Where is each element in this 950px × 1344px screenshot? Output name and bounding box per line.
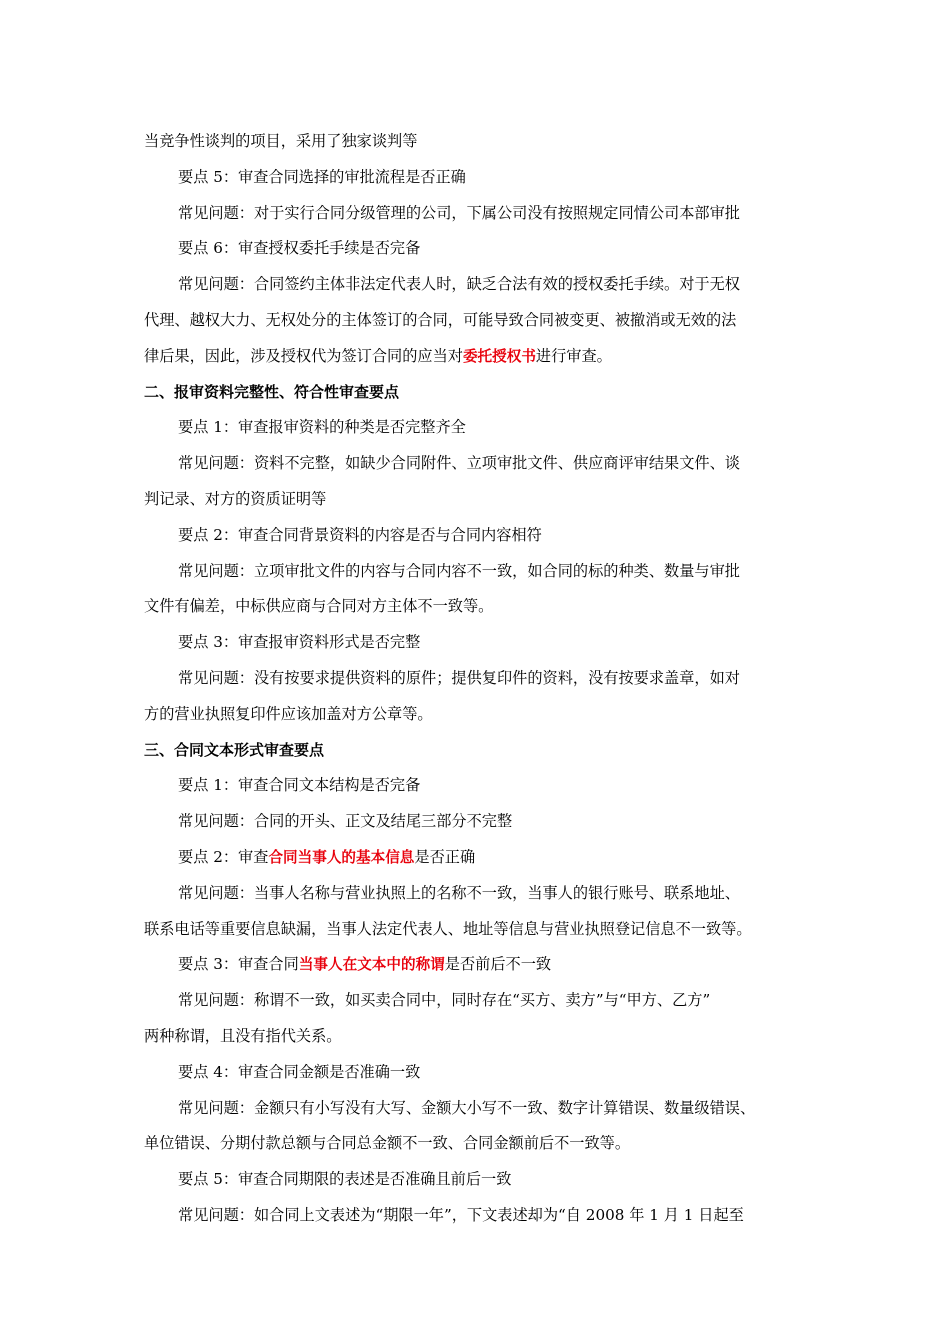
highlighted-term: 当事人在文本中的称谓 <box>298 956 445 974</box>
paragraph-line: 常见问题：金额只有小写没有大写、金额大小写不一致、数字计算错误、数量级错误、 <box>178 1098 756 1117</box>
paragraph-line: 两种称谓，且没有指代关系。 <box>144 1026 342 1045</box>
paragraph-line: 要点 2：审查合同背景资料的内容是否与合同内容相符 <box>178 525 542 544</box>
paragraph-line: 常见问题：当事人名称与营业执照上的名称不一致，当事人的银行账号、联系地址、 <box>178 883 740 902</box>
paragraph-line: 要点 5：审查合同期限的表述是否准确且前后一致 <box>178 1170 512 1189</box>
paragraph-line: 方的营业执照复印件应该加盖对方公章等。 <box>144 704 433 723</box>
paragraph-line: 常见问题：合同的开头、正文及结尾三部分不完整 <box>178 812 513 831</box>
paragraph-line: 要点 6：审查授权委托手续是否完备 <box>178 239 421 258</box>
paragraph-line: 文件有偏差，中标供应商与合同对方主体不一致等。 <box>144 597 494 616</box>
paragraph-line: 代理、越权大力、无权处分的主体签订的合同，可能导致合同被变更、被撤消或无效的法 <box>144 310 737 329</box>
paragraph-line: 要点 1：审查合同文本结构是否完备 <box>178 776 421 795</box>
highlighted-term: 合同当事人的基本信息 <box>268 848 415 866</box>
line-text: 要点 2：审查 <box>178 847 269 866</box>
paragraph-line <box>144 947 824 983</box>
paragraph-line: 要点 1：审查报审资料的种类是否完整齐全 <box>178 418 466 437</box>
line-text: 要点 3：审查合同 <box>178 955 299 974</box>
paragraph-line: 常见问题：立项审批文件的内容与合同内容不一致，如合同的标的种类、数量与审批 <box>178 561 740 580</box>
paragraph-line: 当竞争性谈判的项目，采用了独家谈判等 <box>144 132 418 150</box>
paragraph-line: 常见问题：没有按要求提供资料的原件；提供复印件的资料，没有按要求盖章，如对 <box>178 668 740 687</box>
paragraph-line: 常见问题：对于实行合同分级管理的公司，下属公司没有按照规定同情公司本部审批 <box>178 203 740 222</box>
section-heading: 二、报审资料完整性、符合性审查要点 <box>144 382 400 401</box>
paragraph-line: 常见问题：资料不完整，如缺少合同附件、立项审批文件、供应商评审结果文件、谈 <box>178 454 740 473</box>
paragraph-line: 联系电话等重要信息缺漏，当事人法定代表人、地址等信息与营业执照登记信息不一致等。 <box>144 919 752 938</box>
paragraph-line: 常见问题：如合同上文表述为“期限一年”，下文表述却为“自 2008 年 1 月 1 日起至 <box>178 1205 744 1224</box>
line-text: 是否正确 <box>414 847 476 866</box>
paragraph-line <box>144 339 824 375</box>
paragraph-line: 要点 3：审查报审资料形式是否完整 <box>178 633 421 652</box>
paragraph-line: 要点 5：审查合同选择的审批流程是否正确 <box>178 167 466 186</box>
line-text: 进行审查。 <box>535 346 612 365</box>
highlighted-term: 委托授权书 <box>462 347 536 365</box>
paragraph-line: 常见问题：合同签约主体非法定代表人时，缺乏合法有效的授权委托手续。对于无权 <box>178 275 740 294</box>
paragraph-line: 要点 4：审查合同金额是否准确一致 <box>178 1062 421 1081</box>
line-text: 是否前后不一致 <box>444 955 552 974</box>
paragraph-line <box>144 840 824 876</box>
line-text: 律后果，因此，涉及授权代为签订合同的应当对 <box>144 346 463 365</box>
paragraph-line: 判记录、对方的资质证明等 <box>144 489 327 508</box>
paragraph-line: 常见问题：称谓不一致，如买卖合同中，同时存在“买方、卖方”与“甲方、乙方” <box>178 991 711 1010</box>
section-heading: 三、合同文本形式审查要点 <box>144 740 325 759</box>
document-body <box>144 124 824 1234</box>
paragraph-line: 单位错误、分期付款总额与合同总金额不一致、合同金额前后不一致等。 <box>144 1134 630 1153</box>
